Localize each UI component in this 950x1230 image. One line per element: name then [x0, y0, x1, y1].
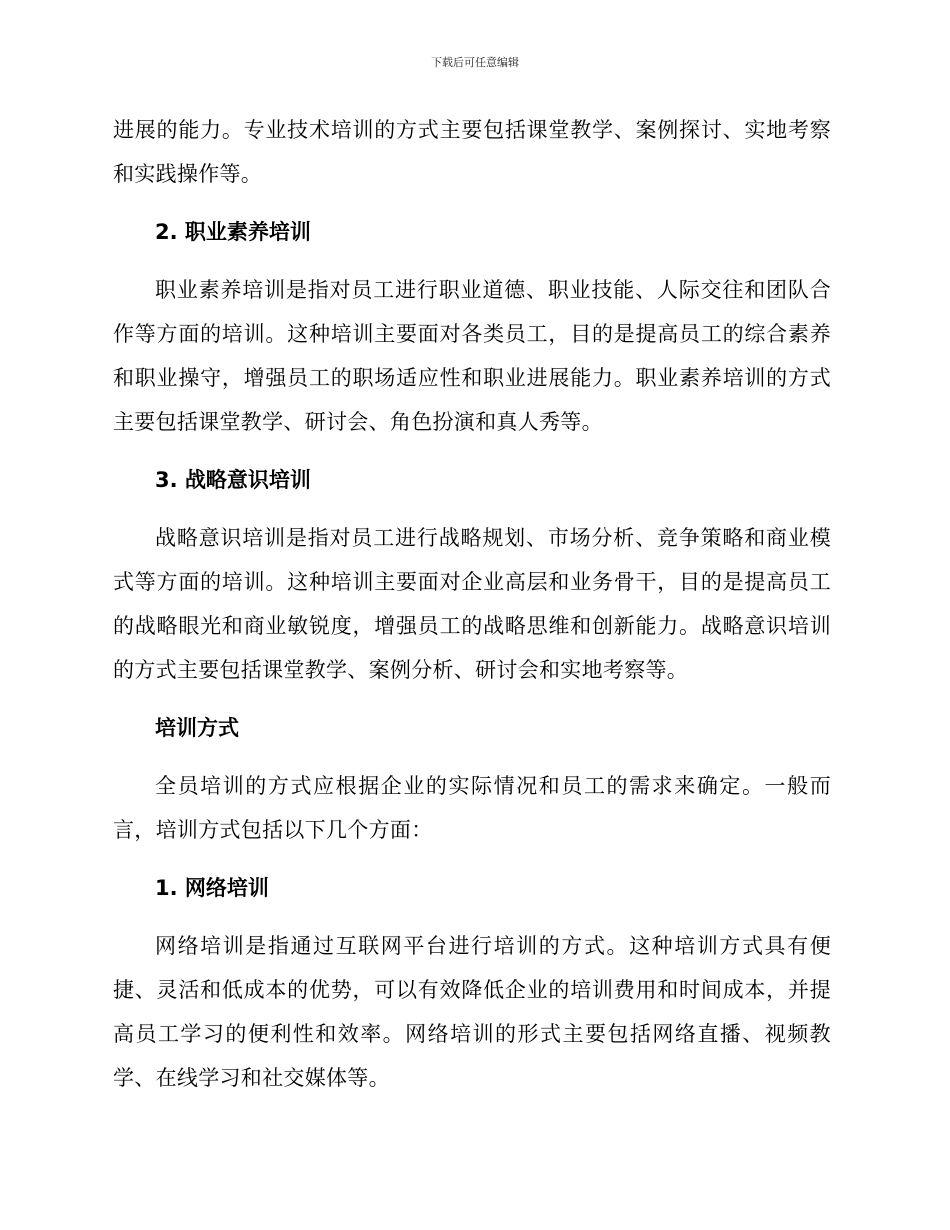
- document-body: [113, 108, 831, 1114]
- section-heading-professional-quality: 2. 职业素养培训: [155, 220, 311, 244]
- paragraph-strategic-awareness: 战略意识培训是指对员工进行战略规划、市场分析、竞争策略和商业模式等方面的培训。这种培训主要面对企业高层和业务骨干，目的是提高员工的战略眼光和商业敏锐度，增强员工的战略思维和创新能力。战略意识培训的方式主要包括课堂教学、案例分析、研讨会和实地考察等。: [113, 526, 831, 682]
- section-heading-online-training: 1. 网络培训: [155, 876, 269, 900]
- section-heading-training-methods: 培训方式: [155, 716, 239, 740]
- paragraph-training-methods: 全员培训的方式应根据企业的实际情况和员工的需求来确定。一般而言，培训方式包括以下几个方面：: [113, 774, 831, 842]
- page-header: 下载后可任意编辑: [431, 56, 519, 69]
- paragraph-continuation: 进展的能力。专业技术培训的方式主要包括课堂教学、案例探讨、实地考察和实践操作等。: [113, 118, 831, 186]
- paragraph-professional-quality: 职业素养培训是指对员工进行职业道德、职业技能、人际交往和团队合作等方面的培训。这种培训主要面对各类员工，目的是提高员工的综合素养和职业操守，增强员工的职场适应性和职业进展能力。职业素养培训的方式主要包括课堂教学、研讨会、角色扮演和真人秀等。: [113, 278, 831, 434]
- paragraph-online-training: 网络培训是指通过互联网平台进行培训的方式。这种培训方式具有便捷、灵活和低成本的优势，可以有效降低企业的培训费用和时间成本，并提高员工学习的便利性和效率。网络培训的形式主要包括网络直播、视频教学、在线学习和社交媒体等。: [113, 934, 831, 1090]
- section-heading-strategic-awareness: 3. 战略意识培训: [155, 468, 311, 492]
